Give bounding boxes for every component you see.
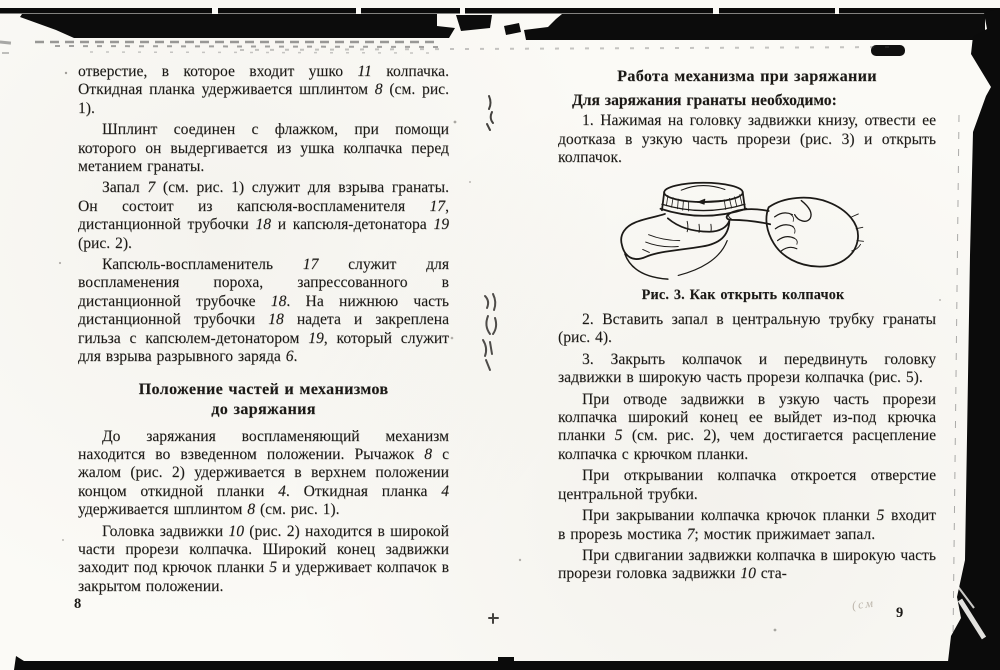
paragraph: отверстие, в которое входит ушко 11 колпачка. Откидная планка удерживается шплинтом 8 (см. рис. 1). <box>78 63 450 117</box>
step-item: 3. Закрыть колпачок и передвинуть головку задвижки в широкую часть прорези колпачка (рис. 5). <box>558 350 936 387</box>
paragraph: До заряжания воспламеняющий механизм находится во взведенном положении. Рычажок 8 с жалом (рис. 2) удерживается в верхнем положении концом откидной планки 4. Откидная планка 4 удерживается шплинтом 8 (см. рис. 1). <box>78 427 449 519</box>
paragraph: Запал 7 (см. рис. 1) служит для взрыва гранаты. Он состоит из капсюля-воспламенителя 17, дистанционной трубочки 18 и капсюля-детонатора 19 (рис. 2). <box>78 179 449 252</box>
section-heading <box>78 379 449 419</box>
right-page <box>558 66 936 587</box>
page-number-left: 8 <box>74 596 82 612</box>
left-page <box>78 63 449 599</box>
section-heading-line2: до заряжания <box>211 399 316 418</box>
chapter-heading: Работа механизма при заряжании <box>617 67 877 85</box>
step-item: 1. Нажимая на головку задвижки книзу, отвести ее доотказа в узкую часть прорези (рис. 3) и открыть колпачок. <box>558 112 936 167</box>
figure-caption: Рис. 3. Как открыть колпачок <box>641 286 845 303</box>
paragraph: При открывании колпачка откроется отверстие центральной трубки. <box>558 467 936 503</box>
paragraph: При сдвигании задвижки колпачка в широкую часть прорези головка задвижки 10 ста- <box>558 546 936 583</box>
paragraph: При закрывании колпачка крючок планки 5 входит в прорезь мостика 7; мостик прижимает запал. <box>558 507 936 543</box>
pencil-scribble: (см <box>851 595 876 613</box>
section-heading-line1: Положение частей и механизмов <box>138 379 389 398</box>
paragraph: Капсюль-воспламенитель 17 служит для воспламенения пороха, запрессованного в дистанционной трубочке 18. На нижнюю часть дистанционной трубочки 18 надета и закреплена гильза с капсюлем-детонатором 19, который служит для взрыва разрывного заряда 6. <box>78 256 450 366</box>
figure-hands-opening-cap <box>616 172 868 284</box>
paragraph: Головка задвижки 10 (рис. 2) находится в широкой части прорези колпачка. Широкий конец задвижки заходит под крючок планки 5 и удерживает колпачок в закрытом положении. <box>78 522 450 595</box>
page-number-right: 9 <box>896 605 904 621</box>
paragraph: При отводе задвижки в узкую часть прорези колпачка широкий конец ее выйдет из-под крючка планки 5 (см. рис. 2), чем достигается расцепление колпачка с крючком планки. <box>558 390 937 463</box>
paragraph: Шплинт соединен с флажком, при помощи которого он выдергивается из ушка колпачка перед метанием гранаты. <box>78 121 449 176</box>
hands-opening-cap-illustration <box>616 172 868 284</box>
step-item: 2. Вставить запал в центральную трубку гранаты (рис. 4). <box>558 311 936 347</box>
lead-sentence: Для заряжания гранаты необходимо: <box>572 92 837 109</box>
